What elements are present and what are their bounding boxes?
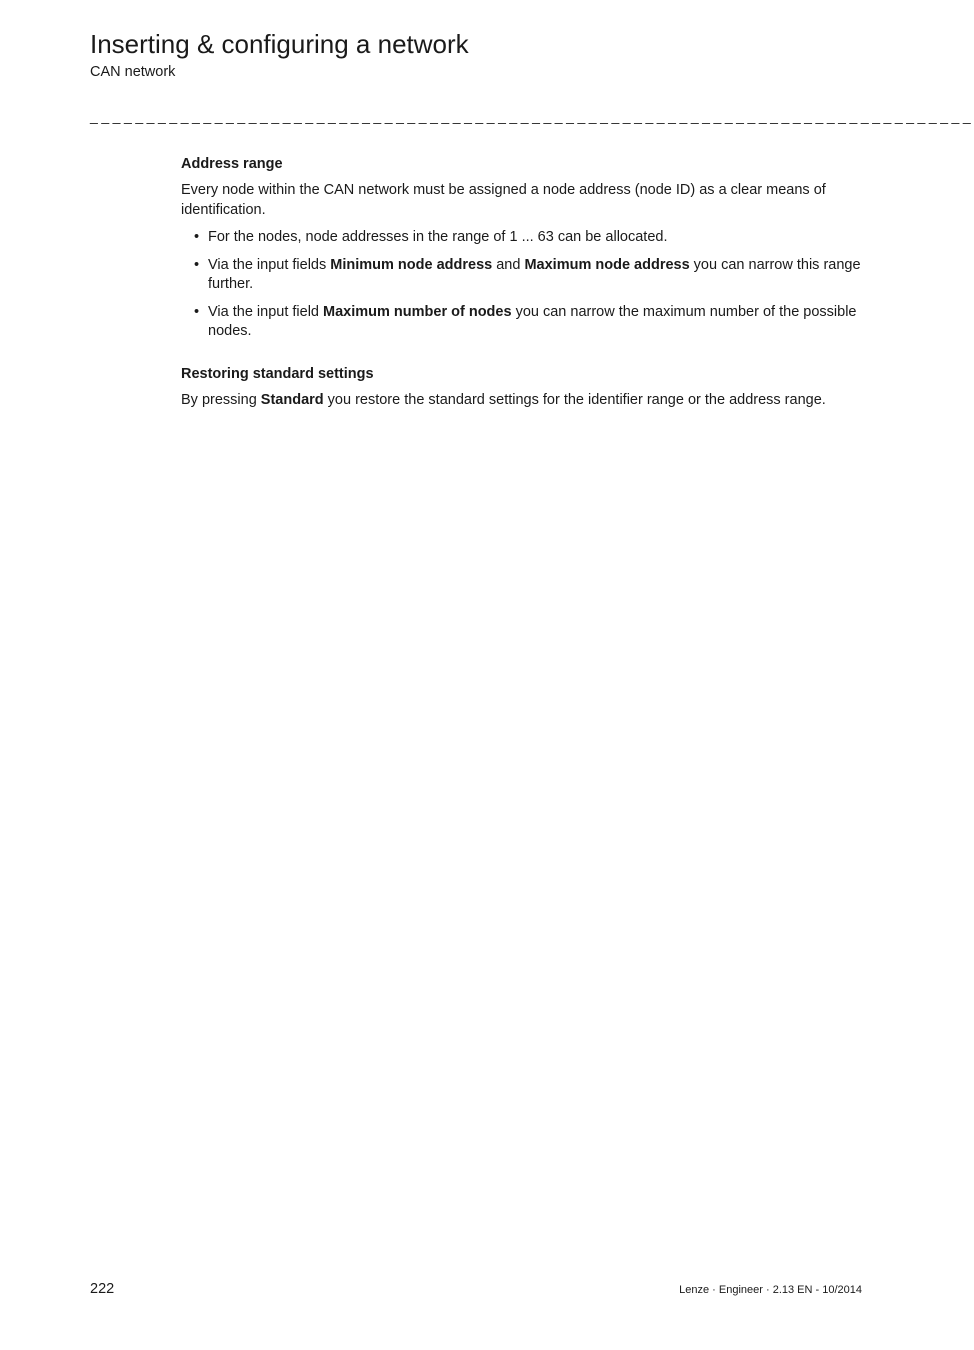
field-name-minimum-node-address: Minimum node address xyxy=(330,256,493,273)
section-heading-restoring-standard-settings: Restoring standard settings xyxy=(181,365,374,382)
page-number: 222 xyxy=(90,1281,115,1297)
button-name-standard: Standard xyxy=(260,391,324,408)
restoring-standard-settings-text xyxy=(181,391,869,411)
section-heading-address-range: Address range xyxy=(181,156,283,172)
address-range-intro: Every node within the CAN network must be assigned a node address (node ID) as a clear means of identification. xyxy=(181,182,826,218)
main-content xyxy=(181,150,869,418)
list-item xyxy=(181,228,869,248)
field-name-maximum-number-of-nodes: Maximum number of nodes xyxy=(323,303,512,320)
list-item-text: For the nodes, node addresses in the range of 1 ... 63 can be allocated. xyxy=(208,229,668,245)
dashed-divider: ______________________________________________________________________________ xyxy=(90,108,974,124)
bullet-icon: • xyxy=(194,303,200,320)
list-item-text-post: you can narrow the maximum number of the possible nodes. xyxy=(208,303,857,339)
field-name-maximum-node-address: Maximum node address xyxy=(524,256,690,273)
chapter-subtitle: CAN network xyxy=(90,64,176,80)
list-item xyxy=(181,303,869,342)
bullet-icon: • xyxy=(194,256,200,273)
list-item-text-post: you can narrow this range further. xyxy=(208,256,861,292)
footer-doc-info: Lenze · Engineer · 2.13 EN - 10/2014 xyxy=(679,1284,862,1296)
bullet-icon: • xyxy=(194,229,200,245)
list-item xyxy=(181,256,869,295)
paragraph-text-post: you restore the standard settings for the identifier range or the address range. xyxy=(323,391,826,408)
list-item-text-pre: Via the input fields xyxy=(208,256,331,273)
page-title: Inserting & configuring a network xyxy=(90,29,469,59)
paragraph-text-pre: By pressing xyxy=(181,391,261,408)
list-item-text-pre: Via the input field xyxy=(208,303,324,320)
list-item-text-mid: and xyxy=(492,256,525,273)
address-range-list xyxy=(181,228,869,342)
